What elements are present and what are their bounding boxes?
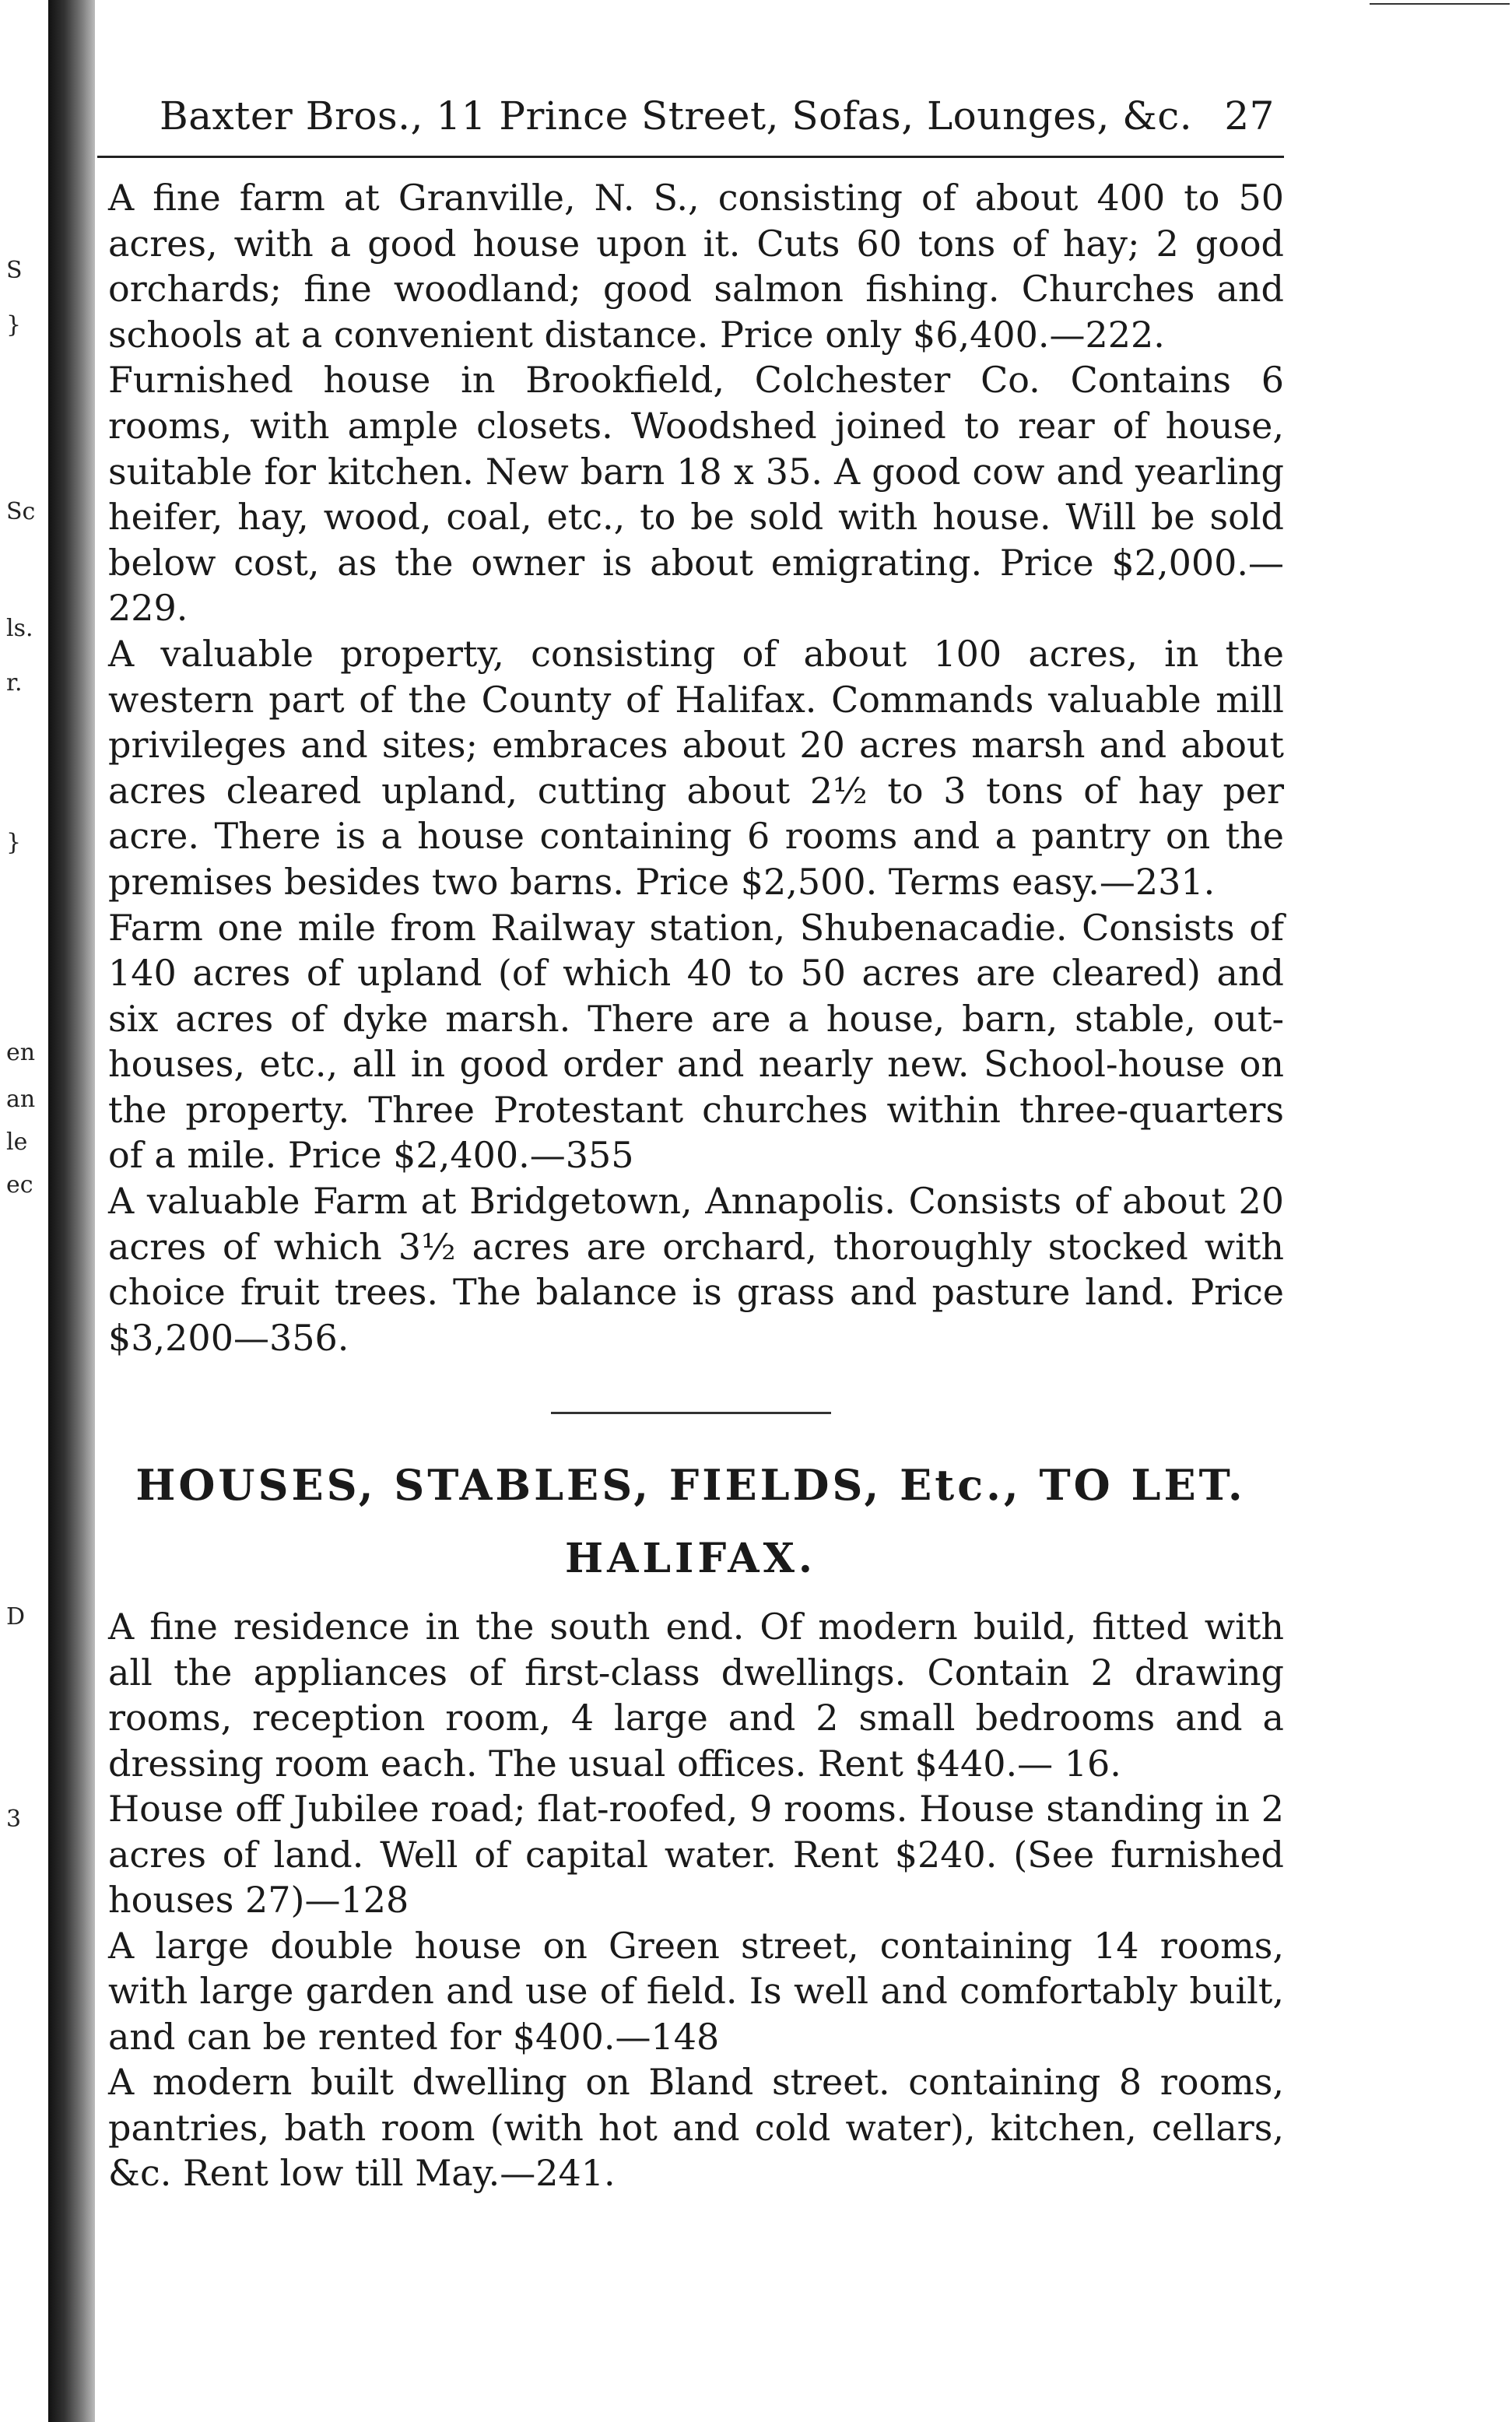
margin-mark: } (6, 311, 22, 339)
margin-mark: } (6, 829, 22, 856)
listing-brookfield-house: Furnished house in Brookfield, Colchester Co. Contains 6 rooms, with ample closets. Woodshed joined to rear of house, suitable for kitchen. New barn 18 x 35. A good cow and yearling heifer, hay, wood, coal, etc., to be sold with house. Will be sold below cost, as the owner is about emigrating. Price $2,000.—229. (108, 359, 1284, 630)
margin-mark: an (6, 1086, 36, 1113)
margin-mark: ls. (6, 615, 33, 642)
margin-mark: le (6, 1129, 28, 1156)
binding-gutter (48, 0, 95, 2422)
running-header (97, 93, 1284, 139)
page-number: 27 (1224, 93, 1275, 139)
listing-jubilee-road-house: House off Jubilee road; flat-roofed, 9 rooms. House standing in 2 acres of land. Well of capital water. Rent $240. (See furnished houses 27)—128 (108, 1788, 1284, 1922)
page (97, 93, 1284, 2196)
section-heading: HOUSES, STABLES, FIELDS, Etc., TO LET. (135, 1460, 1246, 1511)
listing-granville-farm: A fine farm at Granville, N. S., consisting of about 400 to 50 acres, with a good house upon it. Cuts 60 tons of hay; 2 good orchards; fine woodland; good salmon fishing. Churches and schools at a convenient distance. Price only $6,400.—222. (108, 177, 1284, 356)
header-rule (97, 156, 1284, 158)
left-margin-fragments (0, 0, 47, 2422)
let-listings (97, 1604, 1284, 2196)
margin-mark: 3 (6, 1806, 22, 1833)
margin-mark: S (6, 257, 23, 284)
top-corner-rule (1370, 3, 1510, 5)
listing-bland-street-dwelling: A modern built dwelling on Bland street. containing 8 rooms, pantries, bath room (with hot and cold water), kitchen, cellars, &c. Rent low till May.—241. (108, 2061, 1284, 2195)
margin-mark: r. (6, 669, 23, 697)
listing-halifax-county-property: A valuable property, consisting of about 100 acres, in the western part of the County of Halifax. Commands valuable mill privileges and sites; embraces about 20 acres marsh and about acres cleared upland, cutting about 2½ to 3 tons of hay per acre. There is a house containing 6 rooms and a pantry on the premises besides two barns. Price $2,500. Terms easy.—231. (108, 632, 1284, 903)
listing-green-street-house: A large double house on Green street, containing 14 rooms, with large garden and use of field. Is well and comfortably built, and can be rented for $400.—148 (108, 1924, 1284, 2058)
margin-mark: en (6, 1039, 36, 1066)
listing-shubenacadie-farm: Farm one mile from Railway station, Shubenacadie. Consists of 140 acres of upland (of which 40 to 50 acres are cleared) and six acres of dyke marsh. There are a house, barn, stable, out-houses, etc., all in good order and nearly new. School-house on the property. Three Protestant churches within three-quarters of a mile. Price $2,400.—355 (108, 906, 1284, 1177)
margin-mark: D (6, 1603, 26, 1630)
header-title: Baxter Bros., 11 Prince Street, Sofas, Lounges, &c. (160, 93, 1193, 139)
listing-south-end-residence: A fine residence in the south end. Of modern build, fitted with all the appliances of first-class dwellings. Contain 2 drawing rooms, reception room, 4 large and 2 small bedrooms and a dressing room each. The usual offices. Rent $440.— 16. (108, 1606, 1284, 1785)
sale-listings (97, 175, 1284, 1360)
margin-mark: Sc (6, 498, 36, 525)
section-subheading: HALIFAX. (564, 1535, 817, 1583)
margin-mark: ec (6, 1171, 33, 1199)
listing-bridgetown-farm: A valuable Farm at Bridgetown, Annapolis. Consists of about 20 acres of which 3½ acres are orchard, thoroughly stocked with choice fruit trees. The balance is grass and pasture land. Price $3,200—356. (108, 1180, 1284, 1359)
section-divider (551, 1412, 831, 1414)
